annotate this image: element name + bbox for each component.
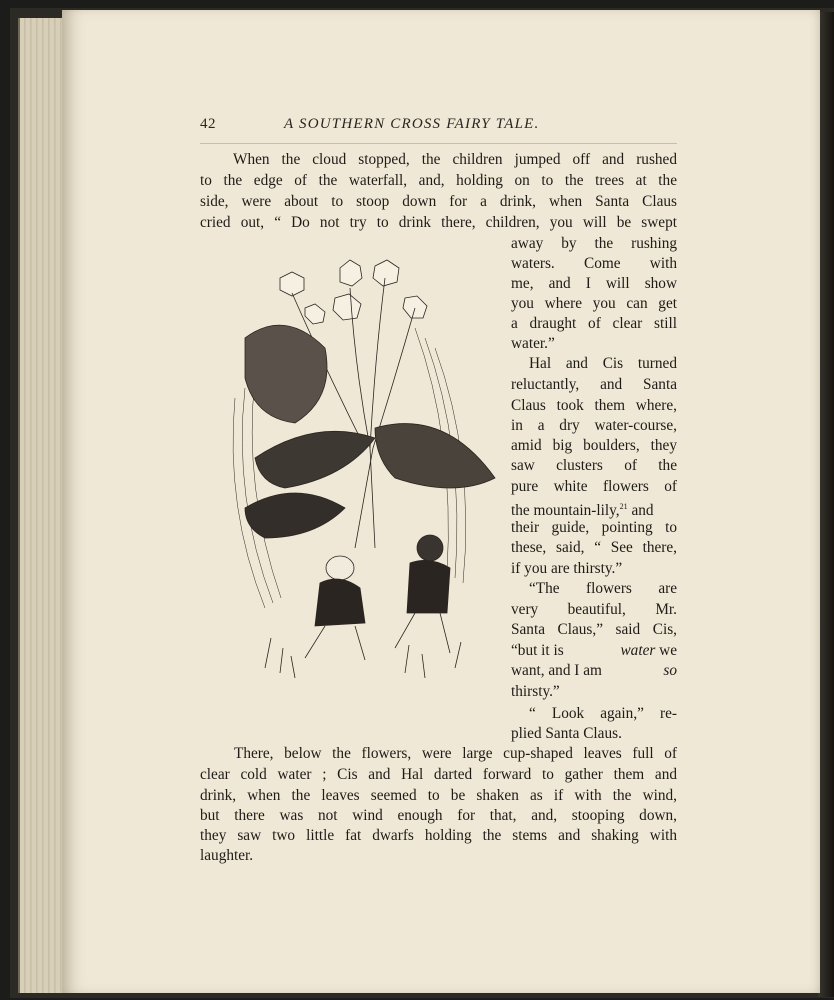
text-line: thirsty.” bbox=[511, 683, 560, 700]
text-line: these, said, “ See there, bbox=[511, 539, 677, 556]
text-line: me, and I will show bbox=[511, 275, 677, 292]
text-line: saw clusters of the bbox=[511, 457, 677, 474]
text-line: to the edge of the waterfall, and, holding on to the trees at the bbox=[200, 172, 677, 189]
header-rule bbox=[200, 143, 677, 144]
text-line: clear cold water ; Cis and Hal darted forward to gather them and bbox=[200, 766, 677, 783]
mountain-lily-dwarfs-engraving-icon bbox=[225, 248, 507, 718]
text-line: but there was not wind enough for that, and, stooping down, bbox=[200, 807, 677, 824]
text-line: away by the rushing bbox=[511, 235, 677, 252]
text-line: “ Look again,” re- bbox=[529, 705, 677, 722]
text-line: amid big boulders, they bbox=[511, 437, 677, 454]
text-line: water.” bbox=[511, 335, 555, 352]
text-line: Hal and Cis turned bbox=[529, 355, 677, 372]
text-line bbox=[511, 641, 677, 661]
text-line: they saw two little fat dwarfs holding the stems and shaking with bbox=[200, 827, 677, 844]
text-line: very beautiful, Mr. bbox=[511, 601, 677, 618]
text-line: their guide, pointing to bbox=[511, 519, 677, 536]
text-span: the mountain-lily, bbox=[511, 502, 620, 520]
footnote-ref: 21 bbox=[619, 502, 628, 511]
text-line: drink, when the leaves seemed to be shaken as if with the wind, bbox=[200, 787, 677, 804]
text-line: Claus took them where, bbox=[511, 397, 677, 414]
text-span: “but it is bbox=[511, 642, 564, 659]
text-line: Santa Claus,” said Cis, bbox=[511, 621, 677, 638]
text-line: pure white flowers of bbox=[511, 478, 677, 495]
text-line: if you are thirsty.” bbox=[511, 560, 623, 577]
text-span bbox=[620, 641, 677, 661]
text-line: “The flowers are bbox=[529, 580, 677, 597]
text-line: cried out, “ Do not try to drink there, children, you will be swept bbox=[200, 214, 677, 231]
italic-word: water bbox=[620, 642, 656, 659]
text-line: in a dry water-course, bbox=[511, 417, 677, 434]
text-line bbox=[511, 497, 677, 520]
text-span: we bbox=[655, 642, 677, 659]
text-span: and bbox=[627, 502, 654, 520]
text-line: you where you can get bbox=[511, 295, 677, 312]
text-span: want, and I am bbox=[511, 662, 602, 679]
text-line: plied Santa Claus. bbox=[511, 725, 622, 742]
running-head bbox=[200, 116, 677, 140]
text-line: side, were about to stoop down for a drink, when Santa Claus bbox=[200, 193, 677, 210]
text-line: waters. Come with bbox=[511, 255, 677, 272]
text-line: reluctantly, and Santa bbox=[511, 376, 677, 393]
text-line: There, below the flowers, were large cup-shaped leaves full of bbox=[234, 745, 677, 762]
book-spine-edge bbox=[818, 12, 834, 997]
text-line: a draught of clear still bbox=[511, 315, 677, 332]
text-line: When the cloud stopped, the children jumped off and rushed bbox=[233, 151, 677, 168]
page-number: 42 bbox=[200, 116, 216, 132]
text-line: laughter. bbox=[200, 847, 254, 864]
text-line bbox=[511, 661, 677, 681]
running-title: A SOUTHERN CROSS FAIRY TALE. bbox=[284, 116, 540, 132]
italic-word: so bbox=[663, 662, 677, 679]
